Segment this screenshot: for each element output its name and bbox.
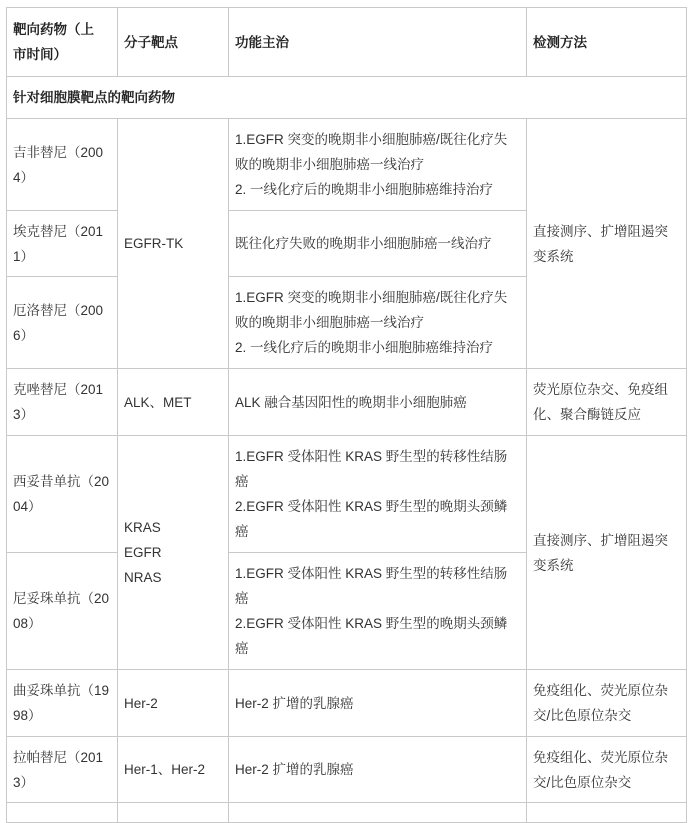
- drug-cell: 西妥昔单抗（20 04）: [7, 436, 118, 553]
- target-cell: Her-2: [118, 670, 229, 737]
- header-target: 分子靶点: [118, 8, 229, 77]
- target-cell: Her-1、Her-2: [118, 737, 229, 803]
- header-drug: 靶向药物（上 市时间）: [7, 8, 118, 77]
- function-cell: 1.EGFR 突变的晚期非小细胞肺癌/既往化疗失 败的晚期非小细胞肺癌一线治疗 2. 一线化疗后的晚期非小细胞肺癌维持治疗: [229, 119, 527, 211]
- drug-cell: 拉帕替尼（201 3）: [7, 737, 118, 803]
- drug-cell: 厄洛替尼（200 6）: [7, 277, 118, 369]
- header-function: 功能主治: [229, 8, 527, 77]
- drug-cell: 曲妥珠单抗（19 98）: [7, 670, 118, 737]
- table-row: [7, 436, 687, 553]
- table-row: [7, 737, 687, 803]
- function-cell: Her-2 扩增的乳腺癌: [229, 670, 527, 737]
- function-cell: Her-2 扩增的乳腺癌: [229, 737, 527, 803]
- section-title: 针对细胞膜靶点的靶向药物: [7, 77, 687, 119]
- function-cell: 既往化疗失败的晚期非小细胞肺癌一线治疗: [229, 211, 527, 277]
- drug-cell: 吉非替尼（200 4）: [7, 119, 118, 211]
- target-cell: EGFR-TK: [118, 119, 229, 369]
- target-cell: KRAS EGFR NRAS: [118, 436, 229, 670]
- drug-table: [6, 7, 687, 823]
- drug-cell: 埃克替尼（201 1）: [7, 211, 118, 277]
- function-cell: ALK 融合基因阳性的晚期非小细胞肺癌: [229, 369, 527, 436]
- drug-cell: 尼妥珠单抗（20 08）: [7, 553, 118, 670]
- header-method: 检测方法: [527, 8, 687, 77]
- header-row: [7, 8, 687, 77]
- method-cell: 直接测序、扩增阻遏突 变系统: [527, 119, 687, 369]
- target-cell: ALK、MET: [118, 369, 229, 436]
- method-cell: 荧光原位杂交、免疫组 化、聚合酶链反应: [527, 369, 687, 436]
- section-row: [7, 77, 687, 119]
- method-cell: 直接测序、扩增阻遏突 变系统: [527, 436, 687, 670]
- function-cell: 1.EGFR 受体阳性 KRAS 野生型的转移性结肠 癌 2.EGFR 受体阳性 KRAS 野生型的晚期头颈鳞 癌: [229, 436, 527, 553]
- table-row: [7, 670, 687, 737]
- table-row: [7, 119, 687, 211]
- method-cell: 免疫组化、荧光原位杂 交/比色原位杂交: [527, 670, 687, 737]
- table-row: [7, 369, 687, 436]
- drug-cell: 克唑替尼（201 3）: [7, 369, 118, 436]
- table-row-partial: [7, 803, 687, 823]
- function-cell: 1.EGFR 突变的晚期非小细胞肺癌/既往化疗失 败的晚期非小细胞肺癌一线治疗 2. 一线化疗后的晚期非小细胞肺癌维持治疗: [229, 277, 527, 369]
- method-cell: 免疫组化、荧光原位杂 交/比色原位杂交: [527, 737, 687, 803]
- function-cell: 1.EGFR 受体阳性 KRAS 野生型的转移性结肠 癌 2.EGFR 受体阳性 KRAS 野生型的晚期头颈鳞 癌: [229, 553, 527, 670]
